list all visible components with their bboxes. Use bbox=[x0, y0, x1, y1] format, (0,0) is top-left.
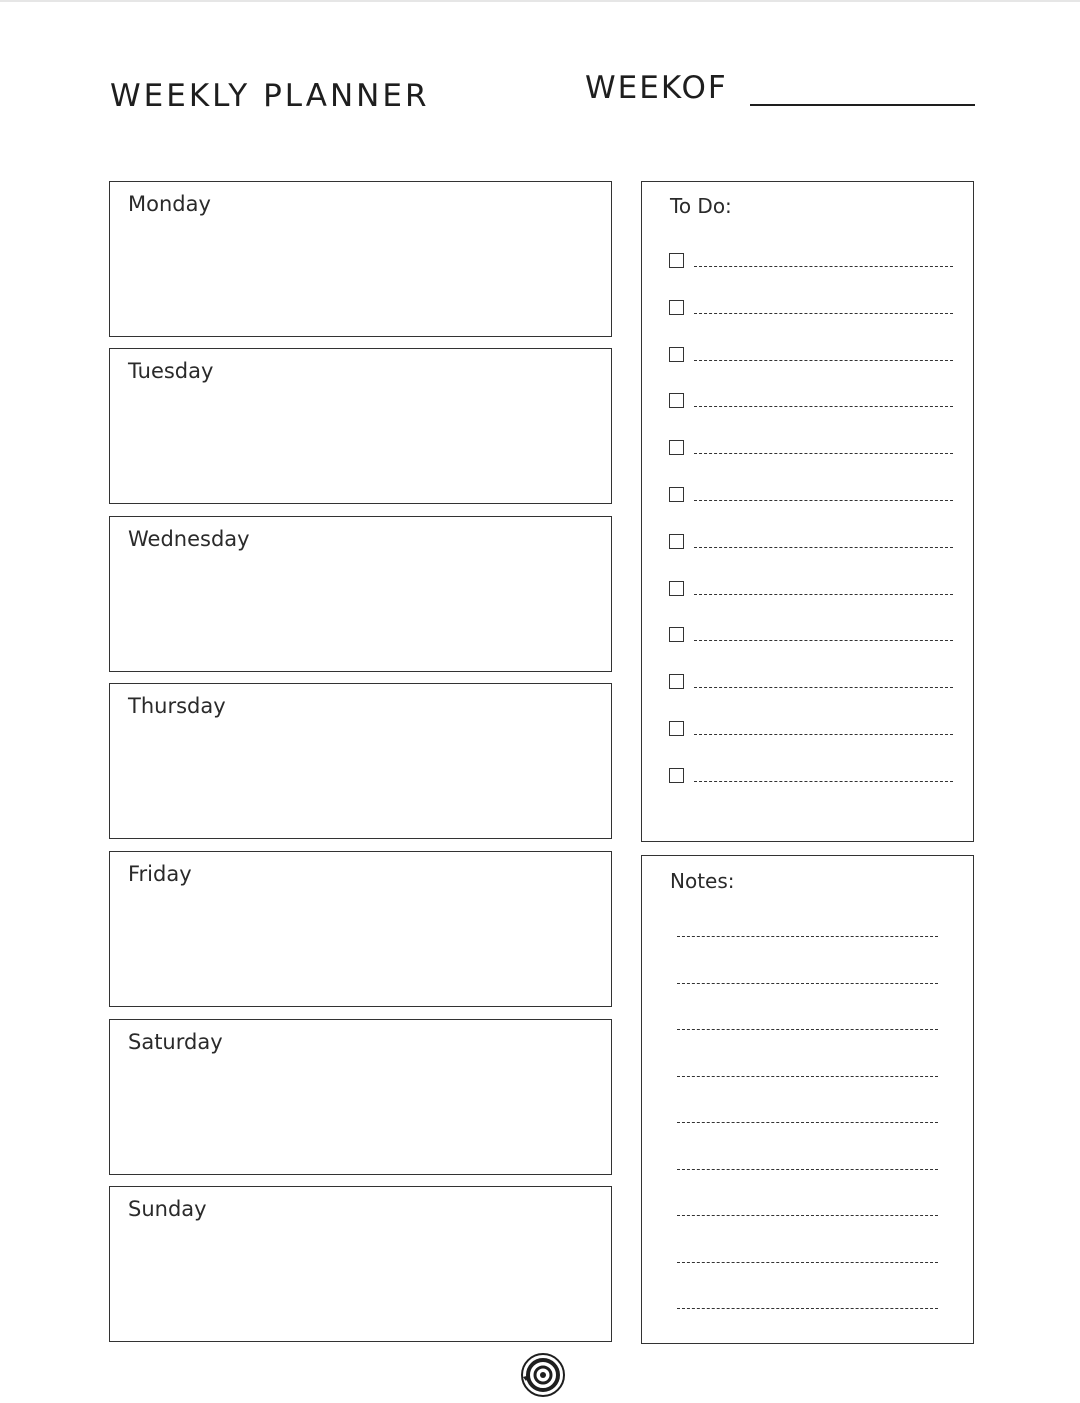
todo-line[interactable] bbox=[694, 594, 953, 595]
todo-line[interactable] bbox=[694, 687, 953, 688]
checkbox[interactable] bbox=[669, 534, 684, 549]
todo-label: To Do: bbox=[670, 194, 732, 218]
checkbox[interactable] bbox=[669, 721, 684, 736]
checkbox[interactable] bbox=[669, 768, 684, 783]
todo-item[interactable] bbox=[669, 300, 954, 320]
todo-line[interactable] bbox=[694, 500, 953, 501]
day-label-thursday: Thursday bbox=[128, 694, 226, 718]
note-line[interactable] bbox=[677, 1029, 938, 1030]
top-border bbox=[0, 0, 1080, 2]
todo-line[interactable] bbox=[694, 781, 953, 782]
todo-item[interactable] bbox=[669, 674, 954, 694]
target-logo-icon bbox=[520, 1352, 566, 1398]
checkbox[interactable] bbox=[669, 487, 684, 502]
day-label-sunday: Sunday bbox=[128, 1197, 207, 1221]
checkbox[interactable] bbox=[669, 581, 684, 596]
checkbox[interactable] bbox=[669, 674, 684, 689]
checkbox[interactable] bbox=[669, 347, 684, 362]
day-label-wednesday: Wednesday bbox=[128, 527, 250, 551]
todo-line[interactable] bbox=[694, 406, 953, 407]
todo-line[interactable] bbox=[694, 547, 953, 548]
day-box-sunday[interactable] bbox=[109, 1186, 612, 1342]
checkbox[interactable] bbox=[669, 253, 684, 268]
todo-item[interactable] bbox=[669, 393, 954, 413]
note-line[interactable] bbox=[677, 1076, 938, 1077]
todo-line[interactable] bbox=[694, 313, 953, 314]
checkbox[interactable] bbox=[669, 440, 684, 455]
day-box-tuesday[interactable] bbox=[109, 348, 612, 504]
todo-item[interactable] bbox=[669, 581, 954, 601]
week-of-field[interactable] bbox=[750, 104, 975, 106]
todo-line[interactable] bbox=[694, 640, 953, 641]
todo-item[interactable] bbox=[669, 487, 954, 507]
note-line[interactable] bbox=[677, 936, 938, 937]
todo-item[interactable] bbox=[669, 347, 954, 367]
checkbox[interactable] bbox=[669, 300, 684, 315]
todo-line[interactable] bbox=[694, 453, 953, 454]
day-box-saturday[interactable] bbox=[109, 1019, 612, 1175]
day-box-thursday[interactable] bbox=[109, 683, 612, 839]
note-line[interactable] bbox=[677, 1122, 938, 1123]
week-of-label: WEEKOF bbox=[585, 70, 728, 106]
page-title: WEEKLY PLANNER bbox=[110, 78, 430, 114]
notes-label: Notes: bbox=[670, 869, 735, 893]
notes-panel bbox=[641, 855, 974, 1344]
todo-item[interactable] bbox=[669, 440, 954, 460]
day-label-monday: Monday bbox=[128, 192, 211, 216]
checkbox[interactable] bbox=[669, 393, 684, 408]
note-line[interactable] bbox=[677, 1169, 938, 1170]
todo-item[interactable] bbox=[669, 768, 954, 788]
checkbox[interactable] bbox=[669, 627, 684, 642]
day-label-tuesday: Tuesday bbox=[128, 359, 214, 383]
day-box-friday[interactable] bbox=[109, 851, 612, 1007]
day-box-monday[interactable] bbox=[109, 181, 612, 337]
todo-item[interactable] bbox=[669, 627, 954, 647]
day-label-friday: Friday bbox=[128, 862, 192, 886]
todo-panel bbox=[641, 181, 974, 842]
todo-line[interactable] bbox=[694, 360, 953, 361]
todo-item[interactable] bbox=[669, 253, 954, 273]
todo-item[interactable] bbox=[669, 721, 954, 741]
todo-line[interactable] bbox=[694, 266, 953, 267]
todo-line[interactable] bbox=[694, 734, 953, 735]
day-box-wednesday[interactable] bbox=[109, 516, 612, 672]
day-label-saturday: Saturday bbox=[128, 1030, 223, 1054]
note-line[interactable] bbox=[677, 1215, 938, 1216]
note-line[interactable] bbox=[677, 983, 938, 984]
note-line[interactable] bbox=[677, 1262, 938, 1263]
note-line[interactable] bbox=[677, 1308, 938, 1309]
todo-item[interactable] bbox=[669, 534, 954, 554]
